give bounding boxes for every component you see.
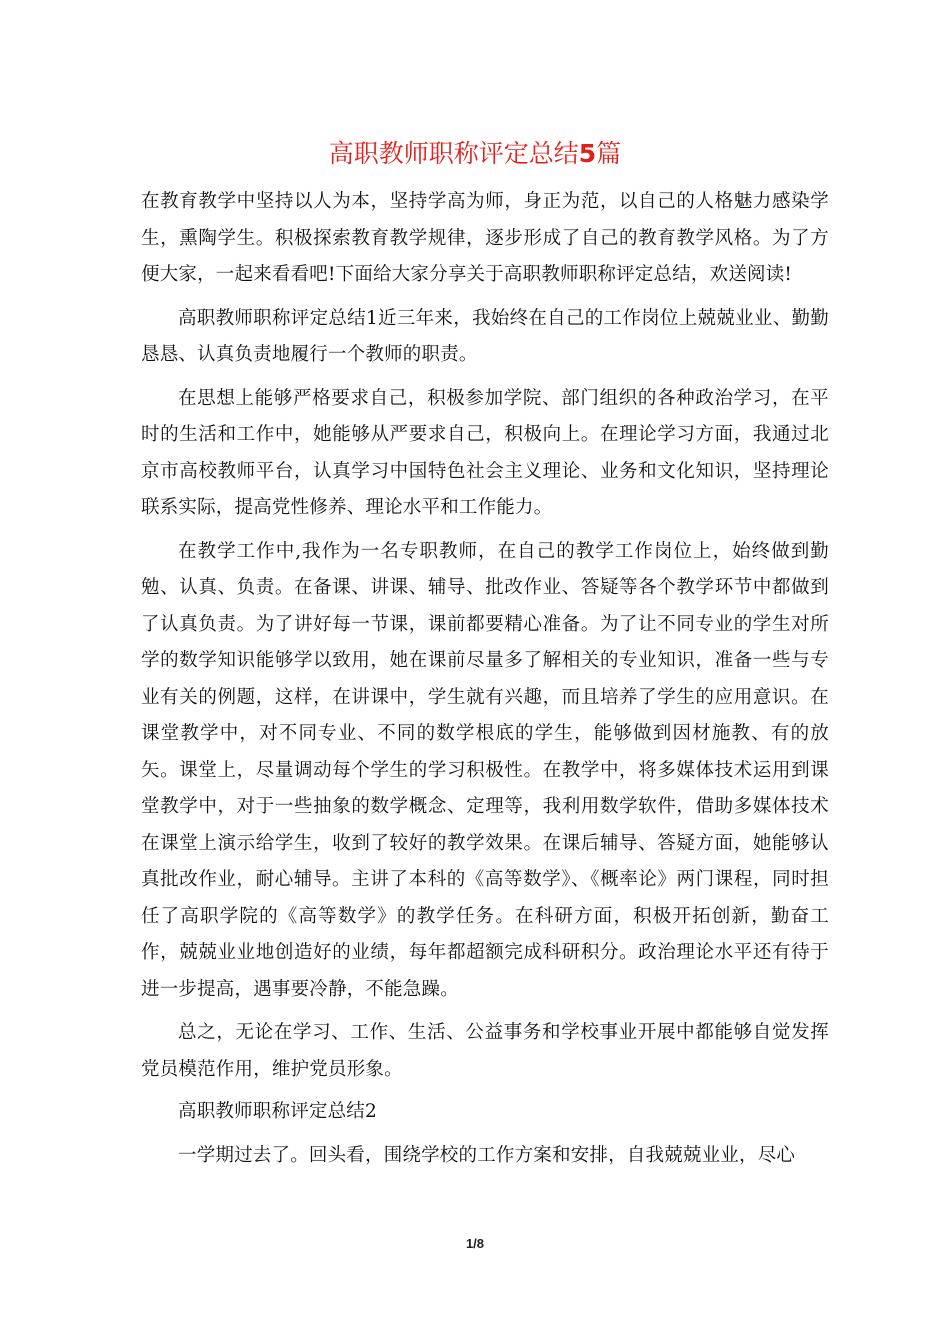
summary-2-first-paragraph: 一学期过去了。回头看，围绕学校的工作方案和安排，自我兢兢业业，尽心	[178, 1144, 796, 1166]
title-suffix: 篇	[596, 139, 622, 168]
teaching-work-paragraph: 在教学工作中,我作为一名专职教师，在自己的教学工作岗位上，始终做到勤勉、认真、负责。在备课、讲课、辅导、批改作业、答疑等各个教学环节中都做到了认真负责。为了讲好每一节课，课前都要精心准备。为了让不同专业的学生对所学的数学知识能够学以致用，她在课前尽量多了解相关的专业知识，准备一些与专业有关的例题，这样，在讲课中，学生就有兴趣，而且培养了学生的应用意识。在课堂教学中，对不同专业、不同的数学根底的学生，能够做到因材施教、有的放矢。课堂上，尽量调动每个学生的学习积极性。在教学中，将多媒体技术运用到课堂教学中，对于一些抽象的数学概念、定理等，我利用数学软件，借助多媒体技术在课堂上演示给学生，收到了较好的教学效果。在课后辅导、答疑方面，她能够认真批改作业，耐心辅导。主讲了本科的《高等数学》、《概率论》两门课程，同时担任了高职学院的《高等数学》的教学任务。在科研方面，积极开拓创新，勤奋工作，兢兢业业地创造好的业绩，每年都超额完成科研积分。政治理论水平还有待于进一步提高，遇事要冷静，不能急躁。	[141, 540, 829, 1000]
title-number: 5	[578, 139, 597, 168]
intro-paragraph: 在教育教学中坚持以人为本，坚持学高为师，身正为范，以自己的人格魅力感染学生，熏陶学生。积极探索教育教学规律，逐步形成了自己的教育教学风格。为了方便大家，一起来看看吧!下面给大家分享关于高职教师职称评定总结，欢送阅读!	[141, 191, 829, 285]
ideology-paragraph: 在思想上能够严格要求自己，积极参加学院、部门组织的各种政治学习，在平时的生活和工作中，她能够从严要求自己，积极向上。在理论学习方面，我通过北京市高校教师平台，认真学习中国特色社会主义理论、业务和文化知识，坚持理论联系实际，提高党性修养、理论水平和工作能力。	[141, 387, 829, 518]
conclusion-paragraph: 总之，无论在学习、工作、生活、公益事务和学校事业开展中都能够自觉发挥党员模范作用，维护党员形象。	[141, 1022, 829, 1080]
section-heading-summary-2: 高职教师职称评定总结2	[178, 1101, 377, 1122]
title-main: 高职教师职称评定总结	[328, 139, 579, 168]
page-number: 1/8	[465, 1236, 485, 1251]
document-body	[141, 184, 829, 1174]
summary-1-intro-paragraph: 高职教师职称评定总结1近三年来，我始终在自己的工作岗位上兢兢业业、勤勤恳恳、认真负责地履行一个教师的职责。	[141, 307, 829, 365]
document-title	[0, 136, 950, 172]
